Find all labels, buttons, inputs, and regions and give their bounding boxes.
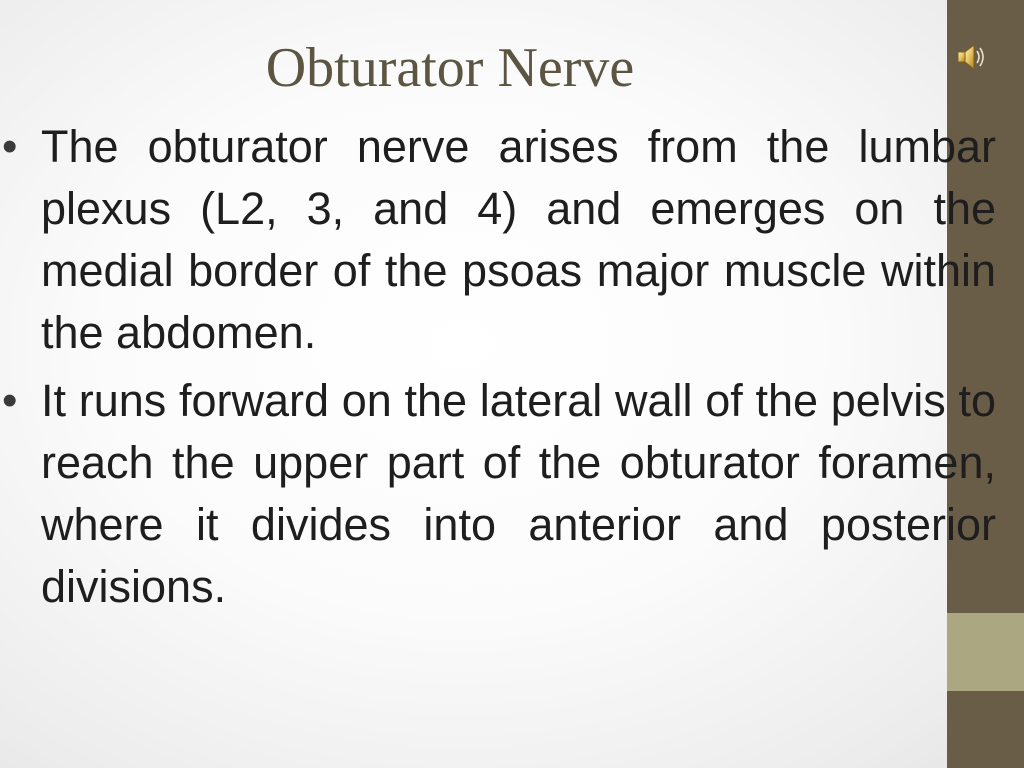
sidebar-accent-block — [947, 613, 1024, 691]
list-item — [0, 370, 1000, 618]
bullet-marker: • — [2, 122, 18, 171]
bullet-list — [0, 116, 1000, 624]
speaker-icon[interactable] — [955, 40, 989, 74]
bullet-text: It runs forward on the lateral wall of the pelvis to reach the upper part of the obturator foramen, where it divides into anterior and posterior divisions. — [41, 375, 996, 612]
list-item — [0, 116, 1000, 364]
slide-title: Obturator Nerve — [265, 37, 635, 99]
bullet-text: The obturator nerve arises from the lumbar plexus (L2, 3, and 4) and emerges on the medial border of the psoas major muscle within the abdomen. — [41, 121, 996, 358]
bullet-marker: • — [2, 376, 18, 425]
